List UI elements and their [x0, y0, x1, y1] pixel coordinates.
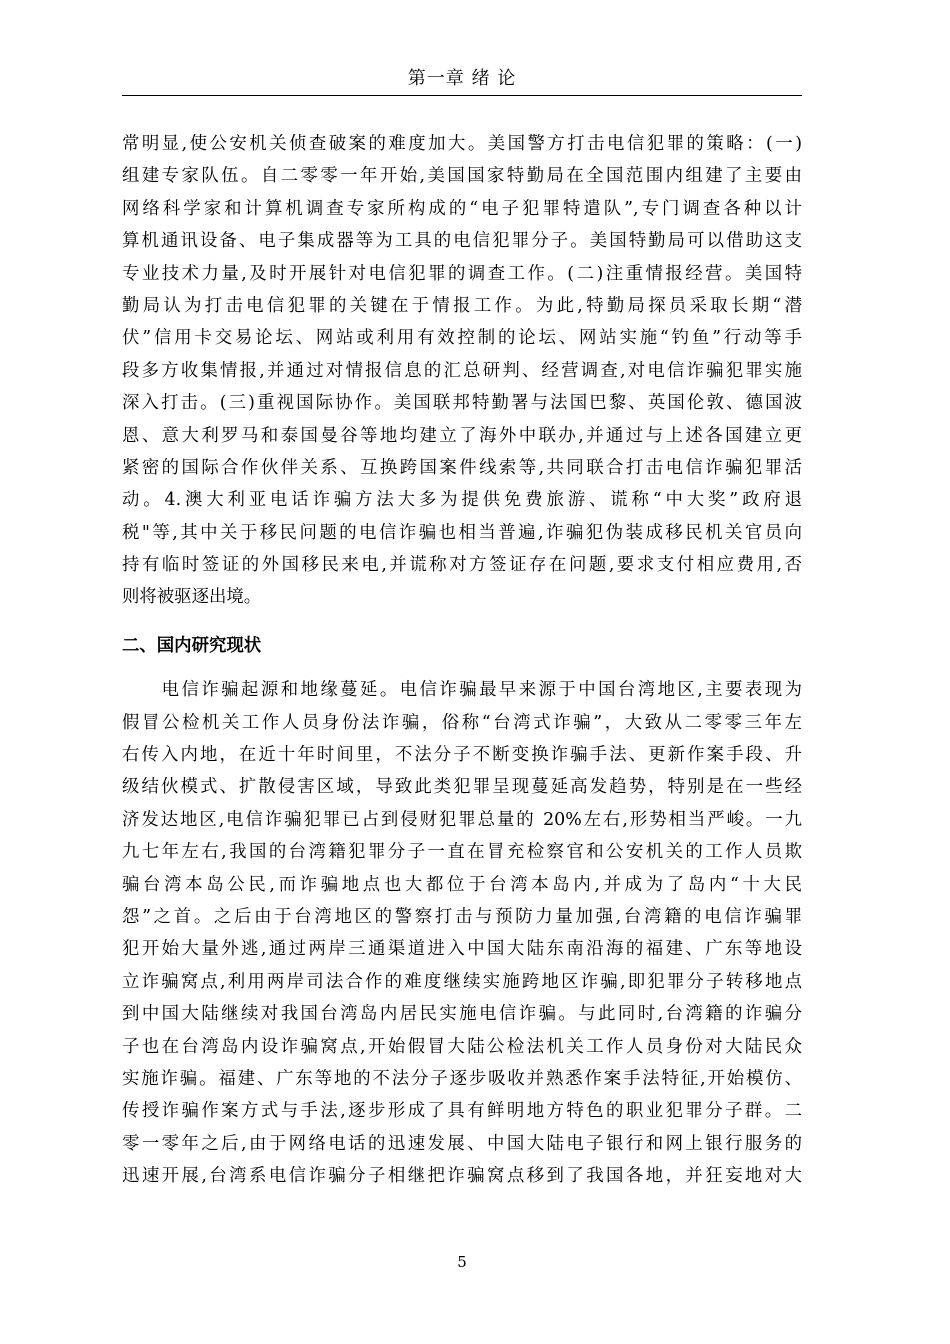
text-line: 勤局认为打击电信犯罪的关键在于情报工作。为此,特勤局探员采取长期“潜	[122, 295, 802, 316]
text-line: 深入打击。(三)重视国际协作。美国联邦特勤署与法国巴黎、英国伦敦、德国波	[122, 393, 802, 414]
paragraph-us-strategy	[122, 128, 802, 614]
text-line: 犯开始大量外逃,通过两岸三通渠道进入中国大陆东南沿海的福建、广东等地设	[122, 939, 802, 960]
body-text	[122, 128, 802, 1193]
text-line: 组建专家队伍。自二零零一年开始,美国国家特勤局在全国范围内组建了主要由	[122, 166, 802, 187]
text-line: 九七年左右,我国的台湾籍犯罪分子一直在冒充检察官和公安机关的工作人员欺	[122, 842, 802, 863]
text-line: 假冒公检机关工作人员身份法诈骗，俗称“台湾式诈骗”，大致从二零零三年左	[122, 712, 802, 733]
text-line: 税"等,其中关于移民问题的电信诈骗也相当普遍,诈骗犯伪装成移民机关官员向	[122, 522, 802, 543]
text-line: 算机通讯设备、电子集成器等为工具的电信犯罪分子。美国特勤局可以借助这支	[122, 231, 802, 252]
text-line: 济发达地区,电信诈骗犯罪已占到侵财犯罪总量的 20%左右,形势相当严峻。一九	[122, 809, 802, 830]
text-line: 立诈骗窝点,利用两岸司法合作的难度继续实施跨地区诈骗,即犯罪分子转移地点	[122, 971, 802, 992]
text-line: 专业技术力量,及时开展针对电信犯罪的调查工作。(二)注重情报经营。美国特	[122, 263, 802, 284]
paragraph-spacer	[122, 614, 802, 630]
text-line: 紧密的国际合作伙伴关系、互换跨国案件线索等,共同联合打击电信诈骗犯罪活	[122, 457, 802, 478]
text-line: 则将被驱逐出境。	[122, 587, 262, 608]
text-line: 电信诈骗起源和地缘蔓延。电信诈骗最早来源于中国台湾地区,主要表现为	[122, 680, 802, 701]
paragraph-spacer	[122, 662, 802, 674]
text-line: 零一零年之后,由于网络电话的迅速发展、中国大陆电子银行和网上银行服务的	[122, 1133, 802, 1154]
text-line: 到中国大陆继续对我国台湾岛内居民实施电信诈骗。与此同时,台湾籍的诈骗分	[122, 1004, 802, 1025]
paragraph-domestic-origin	[122, 674, 802, 1192]
text-line: 传授诈骗作案方式与手法,逐步形成了具有鲜明地方特色的职业犯罪分子群。二	[122, 1101, 802, 1122]
text-line: 子也在台湾岛内设诈骗窝点,开始假冒大陆公检法机关工作人员身份对大陆民众	[122, 1036, 802, 1057]
text-line: 常明显,使公安机关侦查破案的难度加大。美国警方打击电信犯罪的策略：(一)	[122, 134, 802, 154]
text-line: 右传入内地，在近十年时间里，不法分子不断变换诈骗手法、更新作案手段、升	[122, 745, 802, 766]
text-line: 动。4.澳大利亚电话诈骗方法大多为提供免费旅游、谎称“中大奖”政府退	[122, 490, 802, 511]
text-line: 实施诈骗。福建、广东等地的不法分子逐步吸收并熟悉作案手法特征,开始模仿、	[122, 1068, 802, 1089]
text-line: 持有临时签证的外国移民来电,并谎称对方签证存在问题,要求支付相应费用,否	[122, 555, 802, 576]
text-line: 段多方收集情报,并通过对情报信息的汇总研判、经营调查,对电信诈骗犯罪实施	[122, 360, 802, 381]
text-line: 网络科学家和计算机调查专家所构成的“电子犯罪特遣队”,专门调查各种以计	[122, 198, 802, 219]
text-line: 恩、意大利罗马和泰国曼谷等地均建立了海外中联办,并通过与上述各国建立更	[122, 425, 802, 446]
text-line: 骗台湾本岛公民,而诈骗地点也大都位于台湾本岛内,并成为了岛内“十大民	[122, 874, 802, 895]
header-rule	[122, 95, 802, 96]
text-line: 迅速开展,台湾系电信诈骗分子相继把诈骗窝点移到了我国各地，并狂妄地对大	[122, 1166, 802, 1187]
page-number: 5	[457, 1253, 467, 1271]
text-line: 级结伙模式、扩散侵害区域，导致此类犯罪呈现蔓延高发趋势，特别是在一些经	[122, 777, 802, 798]
text-line: 怨”之首。之后由于台湾地区的警察打击与预防力量加强,台湾籍的电信诈骗罪	[122, 906, 802, 927]
text-line: 伏”信用卡交易论坛、网站或利用有效控制的论坛、网站实施“钓鱼”行动等手	[122, 328, 802, 349]
section-heading: 二、国内研究现状	[122, 635, 262, 656]
chapter-header: 第一章 绪 论	[407, 68, 517, 89]
